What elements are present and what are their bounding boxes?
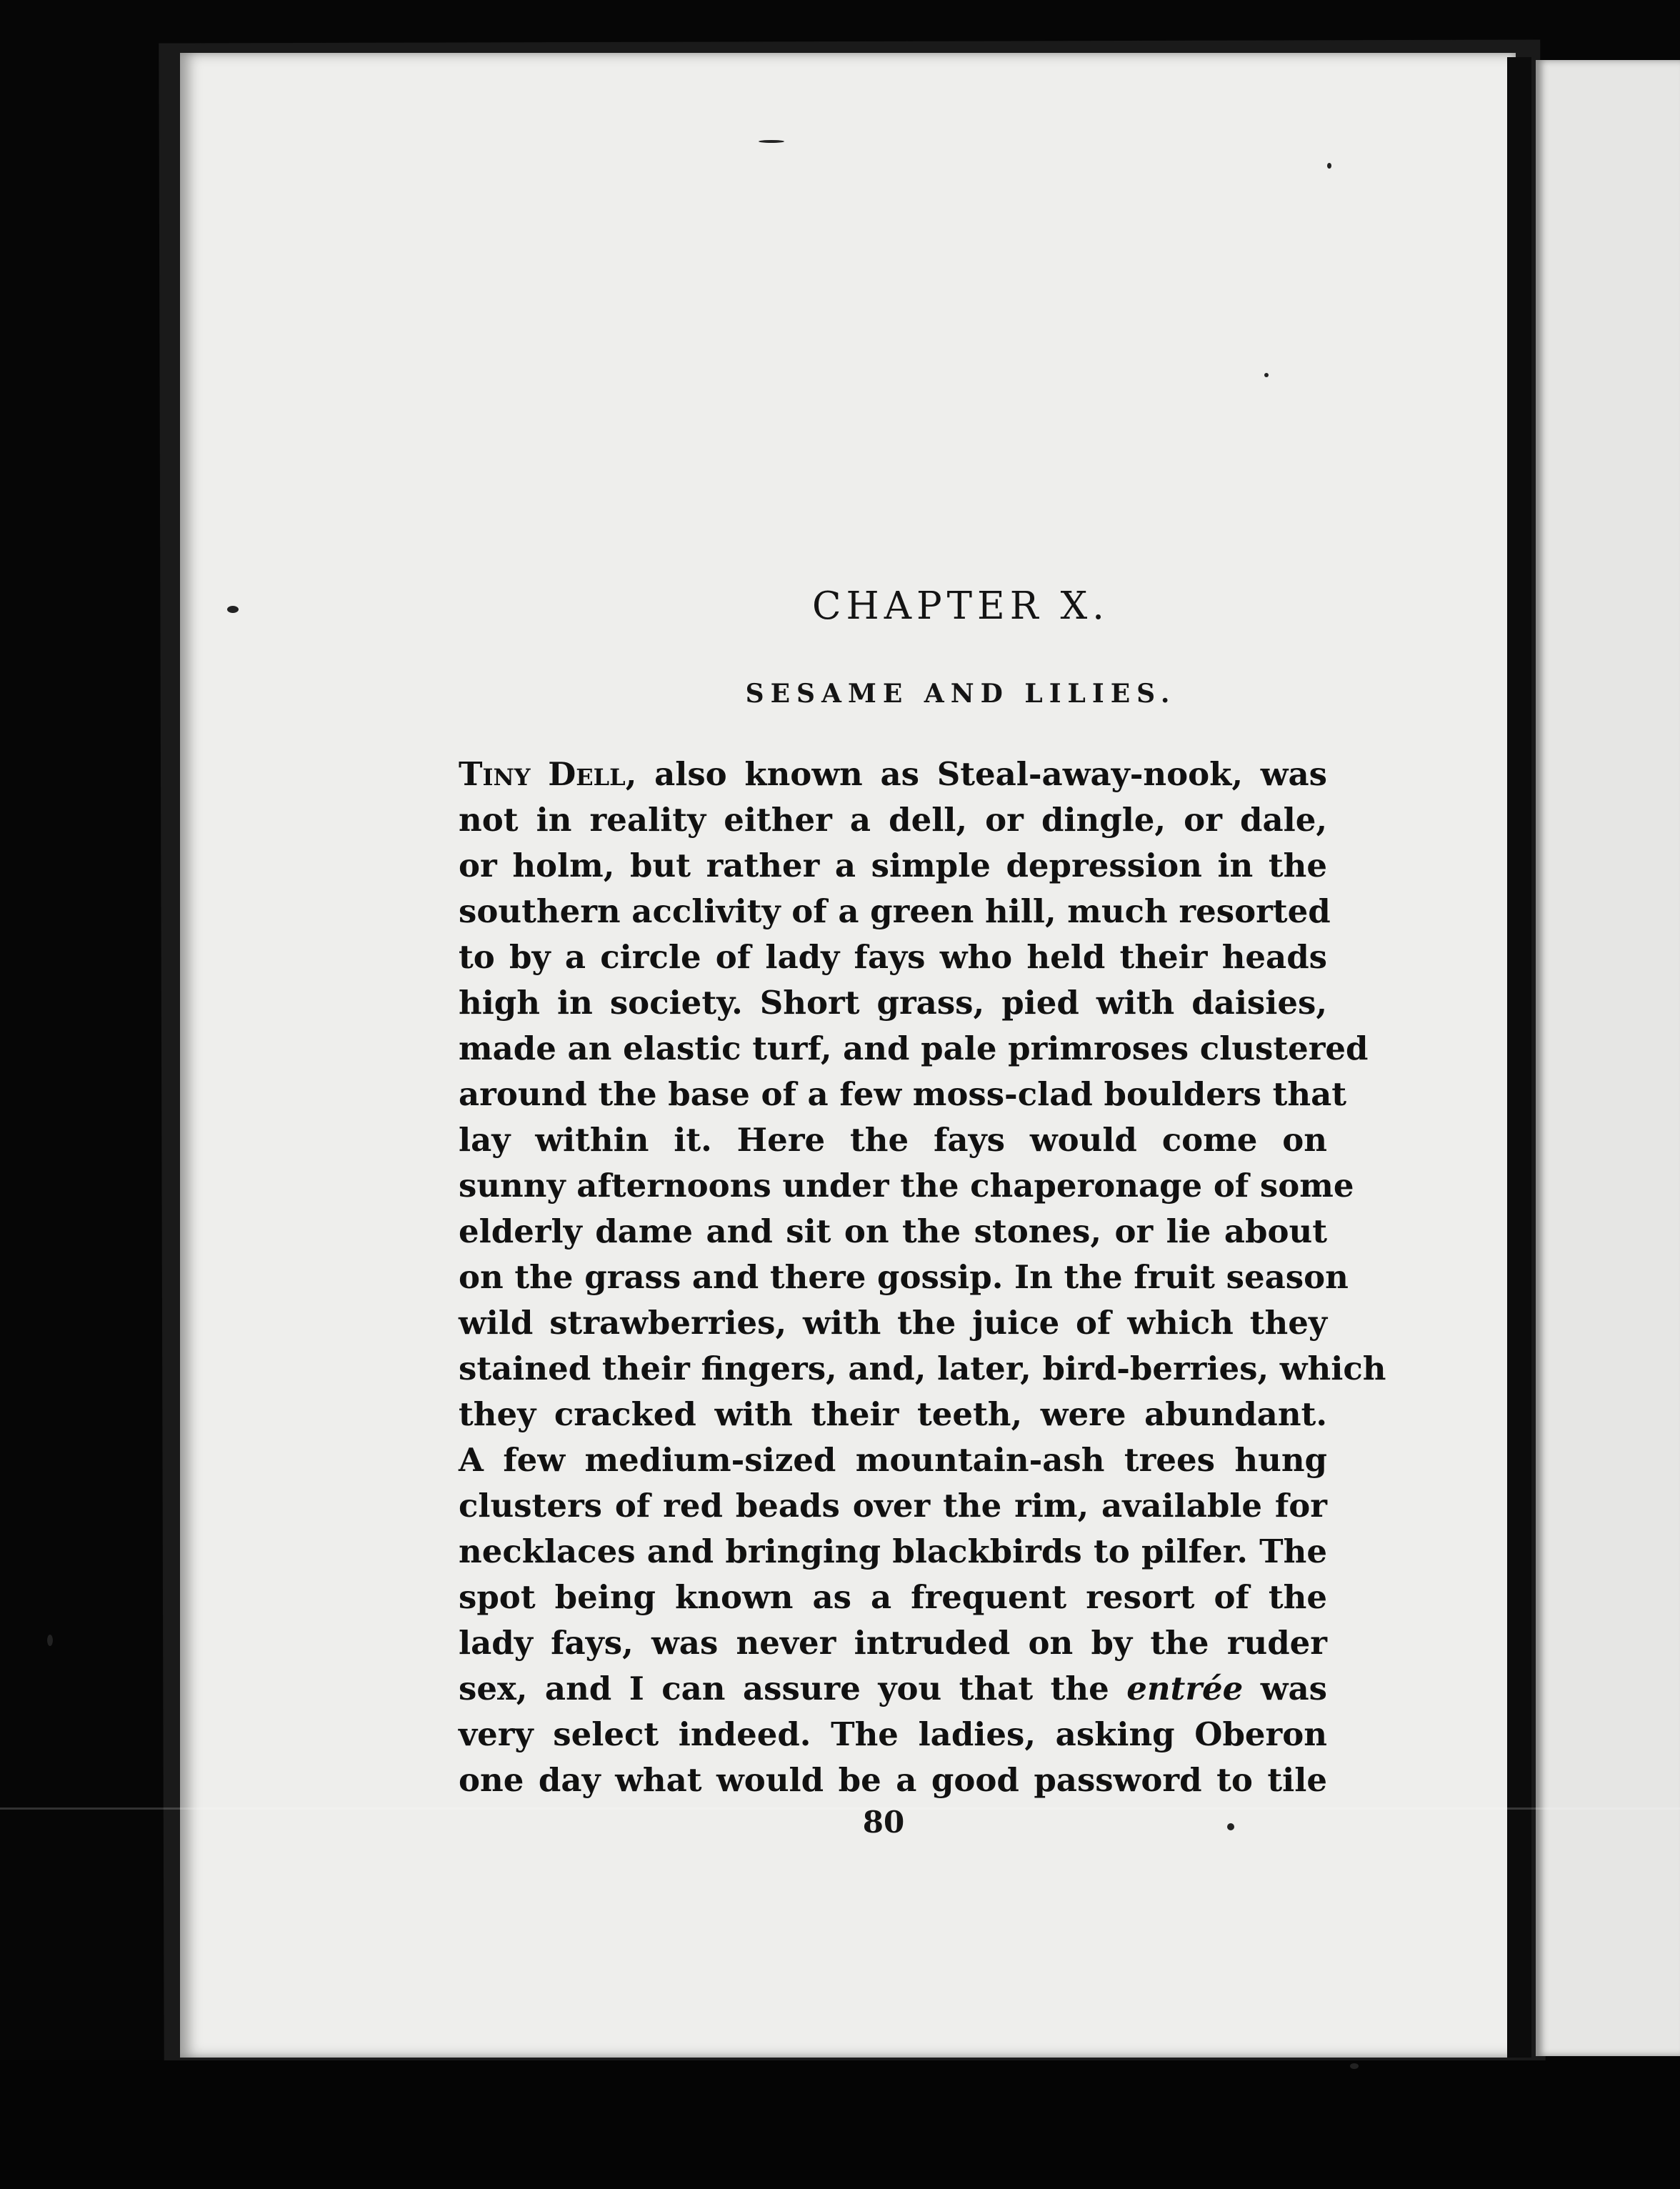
text-line: to by a circle of lady fays who held their heads — [459, 938, 1327, 976]
chapter-subtitle: SESAME AND LILIES. — [745, 679, 1176, 709]
speck — [1264, 373, 1269, 377]
text-line — [459, 752, 1327, 797]
text-line-content: was — [1243, 1670, 1327, 1707]
chapter-title: CHAPTER X. — [811, 584, 1110, 628]
italic-word: entrée — [1126, 1670, 1244, 1707]
speck — [1350, 2063, 1359, 2069]
text-line: necklaces and bringing blackbirds to pilfer. The — [459, 1532, 1327, 1570]
text-line: elderly dame and sit on the stones, or lie about — [459, 1212, 1327, 1250]
scan-bottom-border — [0, 2060, 1680, 2189]
chapter-body-text — [459, 752, 1386, 1803]
page-gutter-edge — [1507, 57, 1531, 2058]
text-line: clusters of red beads over the rim, available for — [459, 1487, 1327, 1525]
page-number: 80 — [862, 1805, 905, 1840]
text-line: very select indeed. The ladies, asking Oberon — [459, 1715, 1327, 1753]
text-line: not in reality either a dell, or dingle, or dale, — [459, 801, 1327, 839]
text-line: one day what would be a good password to tile — [459, 1761, 1327, 1799]
text-line: or holm, but rather a simple depression in the — [459, 847, 1327, 884]
text-line: lay within it. Here the fays would come on — [459, 1121, 1327, 1159]
adjacent-page-edge — [1536, 60, 1680, 2056]
text-line — [459, 1666, 1327, 1712]
text-line: high in society. Short grass, pied with daisies, — [459, 984, 1327, 1022]
text-line: A few medium-sized mountain-ash trees hung — [459, 1441, 1327, 1479]
speck — [1327, 163, 1331, 169]
text-line: spot being known as a frequent resort of the — [459, 1578, 1327, 1616]
text-line-content: , also known as Steal-away-nook, was — [625, 755, 1327, 793]
text-line-content: sex, and I can assure you that the — [459, 1670, 1127, 1707]
text-line: they cracked with their teeth, were abundant. — [459, 1395, 1327, 1433]
text-line: lady fays, was never intruded on by the ruder — [459, 1624, 1327, 1662]
opening-words: Tiny Dell — [459, 755, 626, 793]
speck — [759, 140, 784, 143]
text-line: sunny afternoons under the chaperonage of some — [459, 1167, 1354, 1205]
text-line: on the grass and there gossip. In the fruit season — [459, 1258, 1349, 1296]
text-line: wild strawberries, with the juice of which they — [459, 1304, 1327, 1342]
speck — [47, 1635, 53, 1646]
text-line: made an elastic turf, and pale primroses clustered — [459, 1029, 1369, 1067]
text-line: stained their fingers, and, later, bird-berries, which — [459, 1350, 1386, 1387]
text-line: around the base of a few moss-clad boulders that — [459, 1075, 1347, 1113]
text-line: southern acclivity of a green hill, much resorted — [459, 892, 1331, 930]
